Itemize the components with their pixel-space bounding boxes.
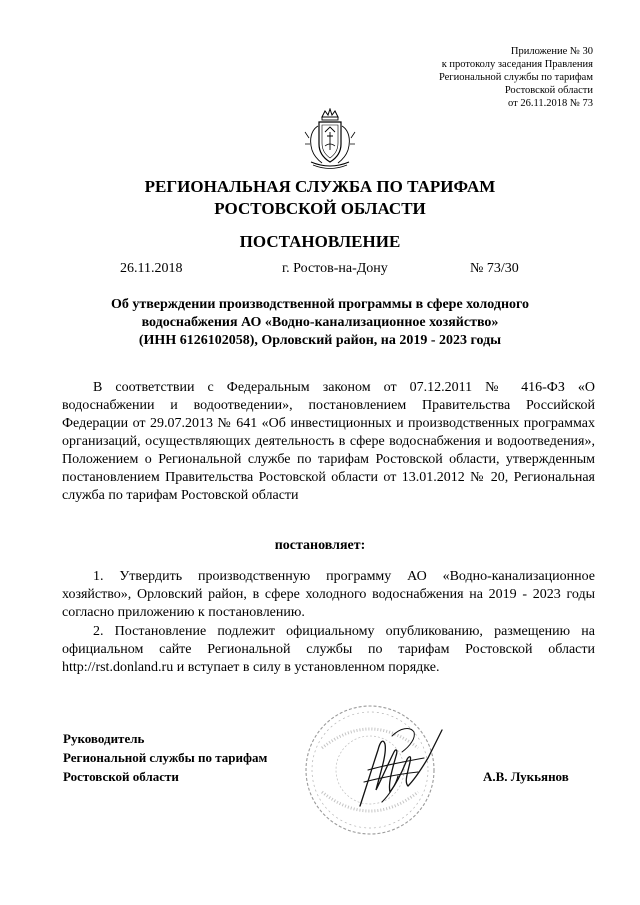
- agency-name-line: РЕГИОНАЛЬНАЯ СЛУЖБА ПО ТАРИФАМ: [144, 177, 496, 196]
- document-number: № 73/30: [470, 261, 519, 276]
- subject-line: Об утверждении производственной программы в сфере холодного: [110, 297, 530, 312]
- appendix-line: Региональной службы по тарифам: [438, 72, 593, 83]
- coat-of-arms-icon: [303, 108, 357, 170]
- appendix-line: Приложение № 30: [510, 46, 593, 57]
- document-city: г. Ростов-на-Дону: [282, 261, 388, 276]
- appendix-line: Ростовской области: [504, 85, 593, 96]
- resolution-items: [62, 568, 595, 678]
- signatory-title-line: Руководитель: [63, 731, 145, 746]
- resolution-item: 1. Утвердить производственную программу АО «Водно-канализационное хозяйство», Орловский район, в сфере холодного водоснабжения на 2019 - 2023 годы согласно приложению к постановлению.: [62, 569, 595, 620]
- resolves-heading: постановляет:: [274, 538, 366, 553]
- document-date: 26.11.2018: [120, 261, 183, 276]
- subject-line: (ИНН 6126102058), Орловский район, на 2019 - 2023 годы: [138, 333, 502, 348]
- appendix-line: от 26.11.2018 № 73: [508, 98, 593, 109]
- agency-name-line: РОСТОВСКОЙ ОБЛАСТИ: [214, 199, 426, 218]
- signatory-title-line: Ростовской области: [63, 769, 179, 784]
- resolution-item: 2. Постановление подлежит официальному опубликованию, размещению на официальном сайте Региональной службы по тарифам Ростовской области http://rst.donland.ru и вступает в силу в установленном порядке.: [62, 624, 595, 675]
- signatory-title: [63, 729, 267, 786]
- preamble-paragraph: В соответствии с Федеральным законом от 07.12.2011 № 416-ФЗ «О водоснабжении и водоотведении», постановлением Правительства Российской Федерации от 29.07.2013 № 641 «Об инвестиционных и производственных программах организаций, осуществляющих деятельность в сфере водоснабжения и водоотведения», Положением о Региональной службе по тарифам Ростовской области, утвержденным постановлением Правительства Ростовской области от 13.01.2012 № 20, Региональная служба по тарифам Ростовской области: [62, 380, 595, 503]
- document-type: ПОСТАНОВЛЕНИЕ: [239, 232, 401, 251]
- subject-line: водоснабжения АО «Водно-канализационное хозяйство»: [141, 315, 499, 330]
- signature-icon: [352, 722, 447, 814]
- agency-name: [0, 176, 640, 220]
- signatory-name: А.В. Лукьянов: [483, 769, 569, 784]
- document-subject: [60, 296, 580, 350]
- appendix-note: [439, 45, 593, 110]
- appendix-line: к протоколу заседания Правления: [441, 59, 593, 70]
- signatory-title-line: Региональной службы по тарифам: [63, 750, 268, 765]
